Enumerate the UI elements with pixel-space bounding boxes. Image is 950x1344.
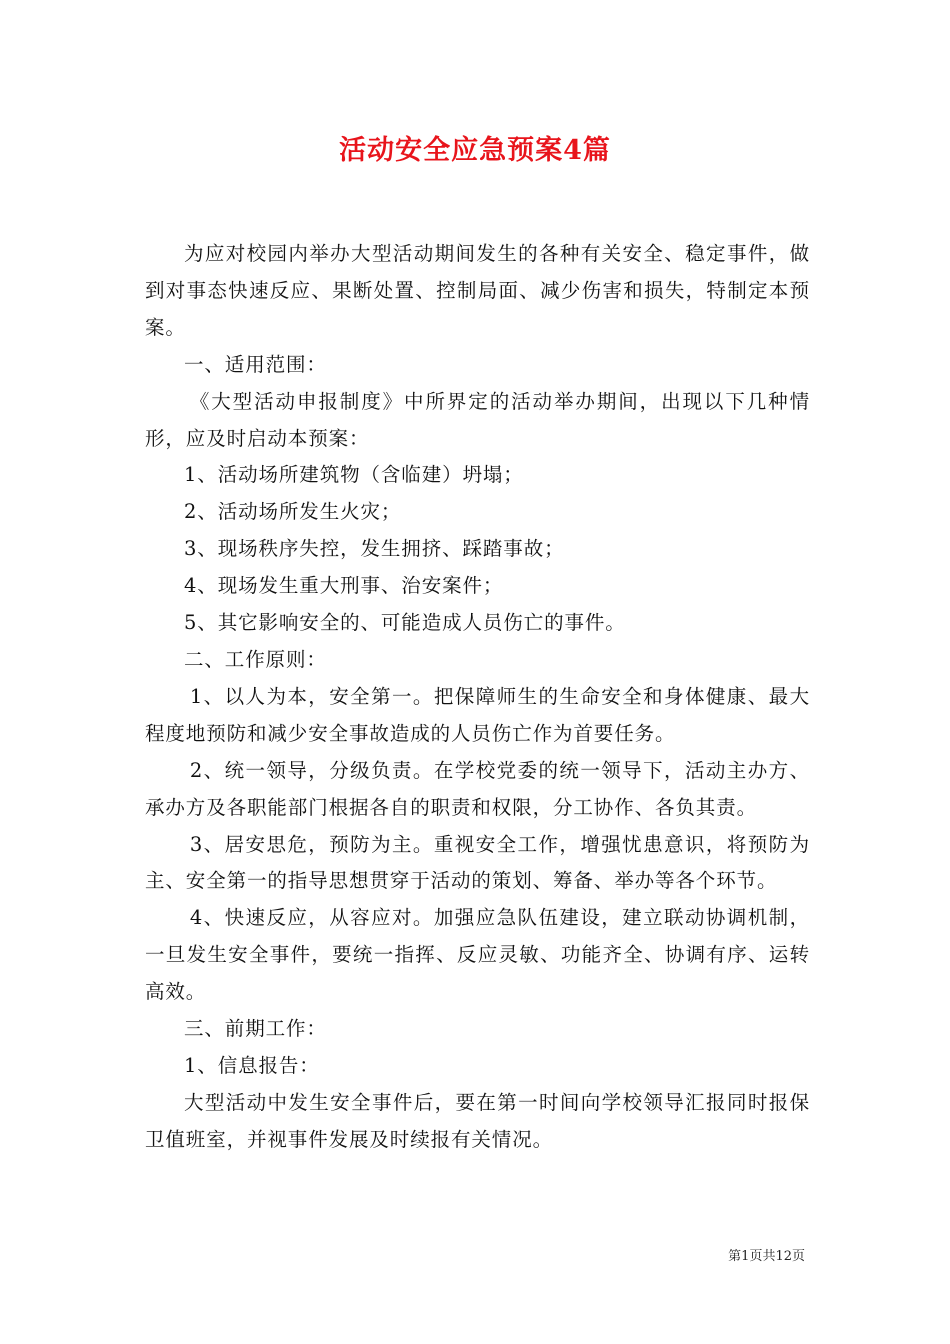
- list-item: 4、现场发生重大刑事、治安案件；: [184, 574, 504, 598]
- list-item: 1、活动场所建筑物（含临建）坍塌；: [184, 463, 524, 487]
- list-item: 3、现场秩序失控，发生拥挤、踩踏事故；: [184, 537, 565, 561]
- page-number: 第1页共12页: [728, 1249, 805, 1264]
- document-title: 活动安全应急预案4篇: [339, 135, 611, 166]
- paragraph-intro: 为应对校园内举办大型活动期间发生的各种有关安全、稳定事件，做到对事态快速反应、果断处置、控制局面、减少伤害和损失，特制定本预案。: [145, 242, 810, 339]
- document-body: [145, 236, 810, 1159]
- principle-item: 4、快速反应，从容应对。加强应急队伍建设，建立联动协调机制，一旦发生安全事件，要统一指挥、反应灵敏、功能齐全、协调有序、运转高效。: [145, 906, 810, 1004]
- heading-preparation: 三、前期工作：: [184, 1017, 327, 1041]
- subheading-report: 1、信息报告：: [184, 1053, 320, 1077]
- principle-item: 3、居安思危，预防为主。重视安全工作，增强忧患意识，将预防为主、安全第一的指导思想贯穿于活动的策划、筹备、举办等各个环节。: [145, 832, 810, 893]
- heading-principles: 二、工作原则：: [184, 647, 327, 671]
- heading-scope: 一、适用范围：: [184, 352, 327, 376]
- list-item: 5、其它影响安全的、可能造成人员伤亡的事件。: [184, 611, 626, 635]
- paragraph-scope: 《大型活动申报制度》中所界定的活动举办期间，出现以下几种情形，应及时启动本预案：: [145, 389, 810, 450]
- list-item: 2、活动场所发生火灾；: [184, 500, 402, 524]
- paragraph-report: 大型活动中发生安全事件后，要在第一时间向学校领导汇报同时报保卫值班室，并视事件发展及时续报有关情况。: [145, 1090, 810, 1151]
- principle-item: 2、统一领导，分级负责。在学校党委的统一领导下，活动主办方、承办方及各职能部门根据各自的职责和权限，分工协作、各负其责。: [145, 758, 810, 819]
- principle-item: 1、以人为本，安全第一。把保障师生的生命安全和身体健康、最大程度地预防和减少安全事故造成的人员伤亡作为首要任务。: [145, 684, 810, 745]
